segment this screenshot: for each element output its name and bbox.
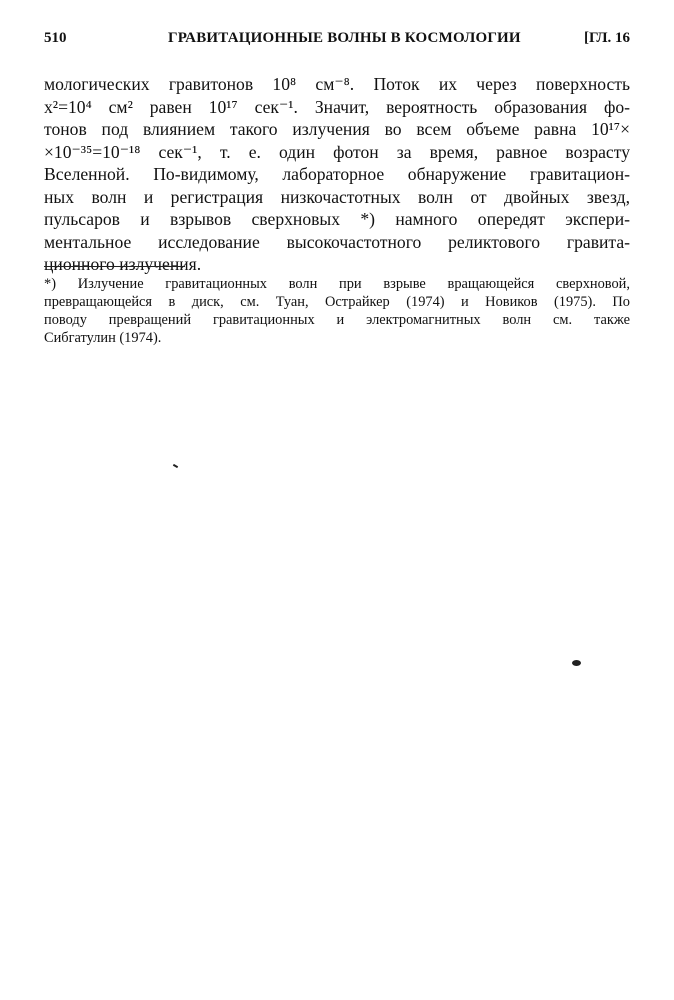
body-line: пульсаров и взрывов сверхновых *) намного опередят экспери- [44, 209, 630, 229]
body-line: x²=10⁴ см² равен 10¹⁷ сек⁻¹. Значит, вероятность образования фо- [44, 96, 630, 117]
body-line: мологических гравитонов 10⁸ см⁻⁸. Поток их через поверхность [44, 74, 630, 94]
chapter-reference: [ГЛ. 16 [584, 30, 630, 46]
footnote-line: превращающейся в диск, см. Туан, Острайкер (1974) и Новиков (1975). По [44, 294, 630, 310]
body-line: Вселенной. По-видимому, лабораторное обнаружение гравитацион- [44, 164, 630, 184]
body-line: ных волн и регистрация низкочастотных волн от двойных звезд, [44, 186, 630, 207]
footnote-line: *) Излучение гравитационных волн при взрыве вращающейся сверхновой, [44, 276, 630, 292]
footnote-rule [44, 266, 185, 267]
body-line: ×10⁻³⁵=10⁻¹⁸ сек⁻¹, т. е. один фотон за время, равное возрасту [44, 141, 630, 162]
running-head [44, 30, 630, 54]
body-line: ционного излучения. [44, 254, 202, 274]
footnote-line: поводу превращений гравитационных и электромагнитных волн см. также [44, 312, 630, 328]
page-number: 510 [44, 30, 67, 46]
body-line: ментальное исследование высокочастотного реликтового гравита- [44, 231, 630, 252]
print-speck [173, 464, 178, 468]
footnote-line: Сибгатулин (1974). [44, 330, 162, 346]
body-line: тонов под влиянием такого излучения во всем объеме равна 10¹⁷× [44, 119, 630, 139]
print-speck [572, 660, 581, 666]
running-title: ГРАВИТАЦИОННЫЕ ВОЛНЫ В КОСМОЛОГИИ [168, 30, 521, 46]
body-paragraph [44, 73, 630, 276]
footnote [44, 275, 630, 347]
